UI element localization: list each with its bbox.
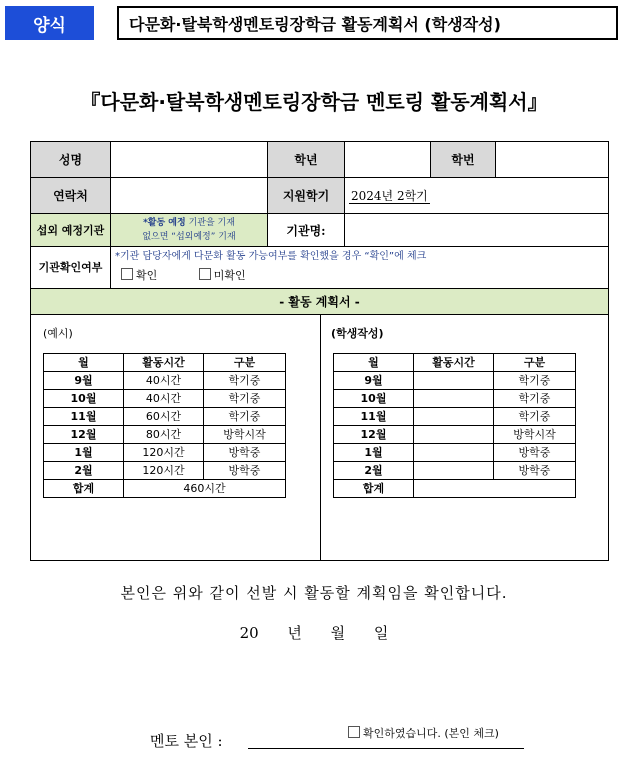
form-title-box xyxy=(117,6,618,40)
signature-label: 멘토 본인 : xyxy=(150,732,223,750)
type-cell: 학기중 xyxy=(494,407,576,425)
hours-cell: 40시간 xyxy=(124,389,204,407)
type-cell: 학기중 xyxy=(204,371,286,389)
total-label: 합계 xyxy=(334,479,414,497)
partner-note xyxy=(111,214,268,247)
header-cell: 활동시간 xyxy=(414,353,494,371)
student-id-field[interactable] xyxy=(496,142,609,178)
semester-field[interactable] xyxy=(345,178,609,214)
table-row xyxy=(44,407,286,425)
section-title: - 활동 계획서 - xyxy=(31,288,609,314)
verify-note: *기관 담당자에게 다문화 활동 가능여부를 확인했을 경우 “확인”에 체크 xyxy=(111,247,609,263)
header-cell: 구분 xyxy=(204,353,286,371)
hours-cell: 80시간 xyxy=(124,425,204,443)
verify-confirm-option[interactable] xyxy=(121,269,157,282)
month-cell: 2월 xyxy=(334,461,414,479)
hours-cell: 60시간 xyxy=(124,407,204,425)
type-cell: 방학시작 xyxy=(204,425,286,443)
month-cell: 2월 xyxy=(44,461,124,479)
table-row xyxy=(334,443,576,461)
partner-note-bold: *활동 예정 xyxy=(143,218,186,228)
verify-unconfirmed-label: 미확인 xyxy=(213,268,246,282)
table-row xyxy=(44,461,286,479)
checkbox-icon[interactable] xyxy=(121,268,133,280)
confirmation-statement: 본인은 위와 같이 선발 시 활동할 계획임을 확인합니다. xyxy=(120,584,508,602)
self-check-option[interactable] xyxy=(348,725,499,741)
institution-label: 기관명: xyxy=(268,214,345,247)
verify-confirm-label: 확인 xyxy=(136,268,158,282)
table-row xyxy=(334,389,576,407)
institution-field[interactable] xyxy=(345,214,609,247)
semester-value: 2024년 2학기 xyxy=(351,189,428,203)
table-header-row xyxy=(44,353,286,371)
header-cell: 월 xyxy=(334,353,414,371)
table-header-row xyxy=(334,353,576,371)
plan-container xyxy=(31,315,608,560)
month-cell: 9월 xyxy=(44,371,124,389)
month-cell: 9월 xyxy=(334,371,414,389)
form-title: 다문화·탈북학생멘토링장학금 활동계획서 (학생작성) xyxy=(129,14,501,34)
example-caption: (예시) xyxy=(43,326,73,340)
type-cell: 방학중 xyxy=(204,461,286,479)
month-cell: 12월 xyxy=(334,425,414,443)
table-row xyxy=(334,371,576,389)
verify-options xyxy=(111,262,609,288)
month-cell: 1월 xyxy=(44,443,124,461)
type-cell: 학기중 xyxy=(494,389,576,407)
partner-note-line2: 없으면 “섭외예정” 기재 xyxy=(142,232,236,242)
partner-note-line1 xyxy=(115,216,263,230)
plan-area xyxy=(31,314,609,560)
hours-input-cell[interactable] xyxy=(414,389,494,407)
month-cell: 10월 xyxy=(44,389,124,407)
hours-input-cell[interactable] xyxy=(414,425,494,443)
form-tag: 양식 xyxy=(5,6,94,40)
table-row xyxy=(44,443,286,461)
hours-cell: 120시간 xyxy=(124,443,204,461)
type-cell: 학기중 xyxy=(494,371,576,389)
header-cell: 구분 xyxy=(494,353,576,371)
header-cell: 월 xyxy=(44,353,124,371)
semester-label: 지원학기 xyxy=(268,178,345,214)
checkbox-icon[interactable] xyxy=(348,726,360,738)
month-cell: 1월 xyxy=(334,443,414,461)
self-check-label: 확인하였습니다. (본인 체크) xyxy=(363,727,499,740)
table-total-row xyxy=(44,479,286,497)
verify-label: 기관확인여부 xyxy=(31,247,111,289)
verify-unconfirmed-option[interactable] xyxy=(199,269,246,282)
signature-line[interactable] xyxy=(248,748,524,749)
month-cell: 10월 xyxy=(334,389,414,407)
hours-input-cell[interactable] xyxy=(414,371,494,389)
date-line: 20 년 월 일 xyxy=(239,624,389,642)
hours-input-cell[interactable] xyxy=(414,443,494,461)
table-row xyxy=(44,389,286,407)
type-cell: 방학중 xyxy=(204,443,286,461)
application-form xyxy=(30,141,609,561)
month-cell: 12월 xyxy=(44,425,124,443)
table-row xyxy=(334,425,576,443)
student-caption: (학생작성) xyxy=(331,326,384,340)
student-id-label: 학번 xyxy=(431,142,496,178)
year-label: 학년 xyxy=(268,142,345,178)
type-cell: 방학중 xyxy=(494,461,576,479)
table-row xyxy=(44,371,286,389)
type-cell: 방학시작 xyxy=(494,425,576,443)
example-table xyxy=(43,353,286,498)
hours-input-cell[interactable] xyxy=(414,407,494,425)
hours-cell: 120시간 xyxy=(124,461,204,479)
plan-divider xyxy=(320,315,321,560)
name-field[interactable] xyxy=(111,142,268,178)
contact-field[interactable] xyxy=(111,178,268,214)
checkbox-icon[interactable] xyxy=(199,268,211,280)
table-row xyxy=(44,425,286,443)
header-cell: 활동시간 xyxy=(124,353,204,371)
month-cell: 11월 xyxy=(44,407,124,425)
total-value: 460시간 xyxy=(124,479,286,497)
month-cell: 11월 xyxy=(334,407,414,425)
type-cell: 방학중 xyxy=(494,443,576,461)
total-label: 합계 xyxy=(44,479,124,497)
partner-note-rest: 기관을 기재 xyxy=(185,218,235,228)
table-row xyxy=(334,461,576,479)
table-row xyxy=(334,407,576,425)
hours-cell: 40시간 xyxy=(124,371,204,389)
student-table xyxy=(333,353,576,498)
year-field[interactable] xyxy=(345,142,431,178)
type-cell: 학기중 xyxy=(204,407,286,425)
table-total-row xyxy=(334,479,576,497)
contact-label: 연락처 xyxy=(31,178,111,214)
name-label: 성명 xyxy=(31,142,111,178)
document-title: 『다문화·탈북학생멘토링장학금 멘토링 활동계획서』 xyxy=(80,90,548,114)
hours-input-cell[interactable] xyxy=(414,461,494,479)
total-input-cell[interactable] xyxy=(414,479,576,497)
partner-label: 섭외 예정기관 xyxy=(31,214,111,247)
type-cell: 학기중 xyxy=(204,389,286,407)
